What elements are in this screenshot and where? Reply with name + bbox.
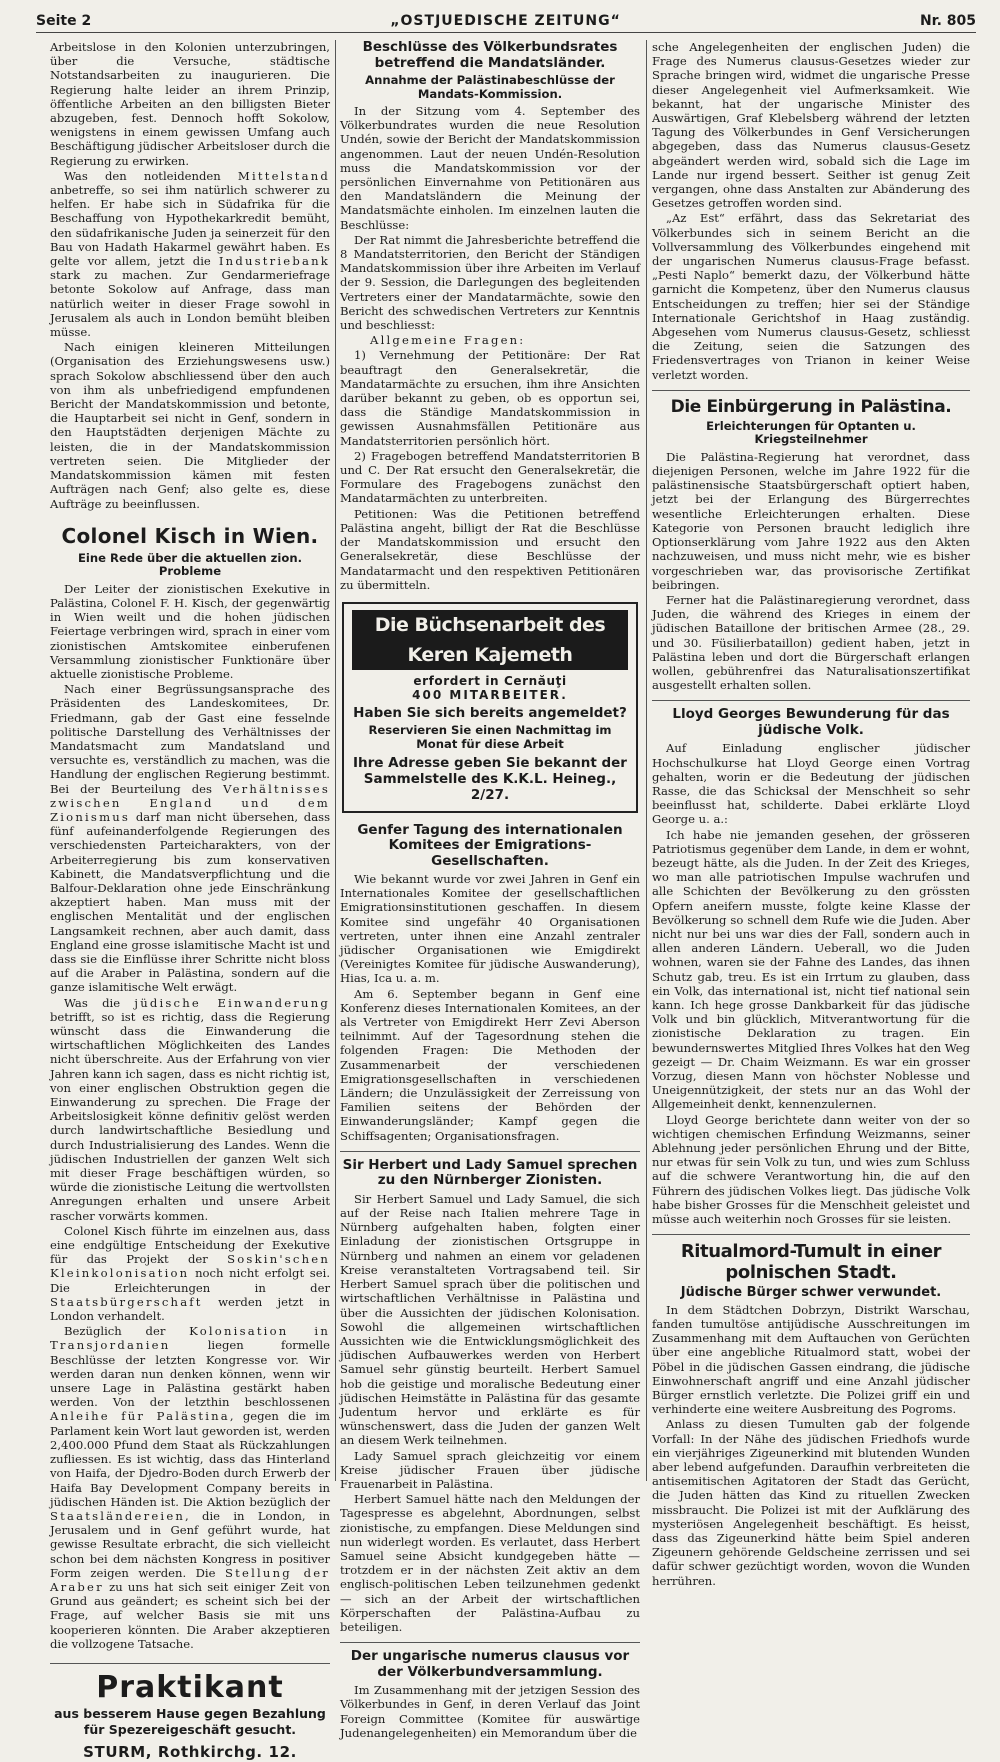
paragraph: Lady Samuel sprach gleichzeitig vor einem Kreise jüdischer Frauen über jüdische Frauenarbeit in Palästina.	[340, 1448, 640, 1491]
paragraph: Ferner hat die Palästinaregierung verordnet, dass Juden, die während des Krieges in einem der jüdischen Bataillone der britischen Armee (28., 29. und 30. Füsilierbataillon) gedient haben, jetzt in Palästina leben und dort die Bürgerschaft erlangen wollen, gebührenfrei das Naturalisationszertifikat ausgestellt erhalten sollen.	[652, 592, 970, 693]
running-head	[36, 10, 976, 33]
paragraph: In dem Städtchen Dobrzyn, Distrikt Warschau, fanden tumultöse antijüdische Ausschreitungen im Zusammenhang mit dem Auftauchen von Gerüchten über eine angebliche Ritualmord statt, wobei der Pöbel in die jüdischen Gassen eindrang, die jüdische Einwohnerschaft angriff und eine Anzahl jüdischer Bürger ernstlich verletzte. Die Polizei griff ein und verhinderte eine weitere Ausbreitung des Pogroms.	[652, 1302, 970, 1417]
paragraph: Nach einigen kleineren Mitteilungen (Organisation des Erziehungswesens usw.) sprach Sokolow abschliessend über den auch von ihm als unbefriedigend empfundenen Bericht der Mandatskommission und betonte, die Hauptarbeit sei nicht in Genf, sondern in den Hauptstädten derjenigen Mächte zu leisten, die in der Mandatskommission vertreten seien. Die Mitglieder der Mandatskommission kämen mit festen Aufträgen nach Genf; also gelte es, diese Aufträge zu beeinflussen.	[50, 340, 330, 511]
newspaper-title: „OSTJUEDISCHE ZEITUNG“	[390, 13, 621, 29]
column-rule-right	[646, 40, 647, 1481]
paragraph: Wie bekannt wurde vor zwei Jahren in Genf ein Internationales Komitee der gesellschaftlichen Emigrationsinstitutionen geschaffen. In diesem Komitee sind ungefähr 40 Organisationen vertreten, unter ihnen eine Anzahl zentraler jüdischer Organisationen wie Emigdirekt (Vereinigtes Komitee für jüdische Auswanderung), Hias, Ica u. a. m.	[340, 872, 640, 986]
column-rule-left	[335, 40, 336, 1481]
paragraph: Herbert Samuel hätte nach den Meldungen der Tagespresse es abgelehnt, Abordnungen, selbst zionistische, zu empfangen. Diese Meldungen sind nun widerlegt worden. Es verlautet, dass Herbert Samuel seine Absicht kundgegeben hätte — trotzdem er in der nächsten Zeit aktiv an dem englisch-politischen Leben teilzunehmen gedenkt — sich an der Arbeit der wirtschaftlichen Körperschaften der Palästina-Aufbau zu beteiligen.	[340, 1492, 640, 1634]
paragraph: Anlass zu diesen Tumulten gab der folgende Vorfall: In der Nähe des jüdischen Friedhofs wurde ein vierjähriges Zigeunerkind mit blutenden Wunden aber lebend aufgefunden. Daraufhin verbreiteten die antisemitischen Agitatoren der Stadt das Gerücht, die Juden hätten das Kind zu rituellen Zwecken missbraucht. Die Polizei ist mit der Aufklärung des mysteriösen Angelegenheit beschäftigt. Es heisst, dass das Zigeunerkind hätte beim Spiel anderen Zigeunern gehörende Geldscheine zerrissen und sei dafür schwer gezüchtigt worden, wovon die Wunden herrühren.	[652, 1417, 970, 1588]
paragraph: Colonel Kisch führte im einzelnen aus, dass eine endgültige Entscheidung der Exekutive für das Projekt der Soskin'schen Kleinkolonisation noch nicht erfolgt sei. Die Erleichterungen in der Staatsbürgerschaft werden jetzt in London verhandelt.	[50, 1223, 330, 1324]
paragraph: Arbeitslose in den Kolonien unterzubringen, über die Versuche, städtische Notstandsarbeiten zu inaugurieren. Die Regierung halte leider an ihrem Prinzip, öffentliche Arbeiten an den billigsten Bieter abzugeben, fest. Dennoch hofft Sokolow, wenigstens in einem gewissen Umfang auch Beschäftigung jüdischer Arbeitsloser durch die Regierung zu erwirken.	[50, 40, 330, 168]
ad-text: aus besserem Hause gegen Bezahlung für Spezereigeschäft gesucht.	[54, 1705, 326, 1737]
section-divider	[652, 700, 970, 701]
paragraph: Was den notleidenden Mittelstand anbetreffe, so sei ihm natürlich schwerer zu helfen. Er habe sich in Südafrika für die Beschaffung von Hypothekarkredit bemüht, den südafrikanische Juden ja seinerzeit für den Bau von Hadath Hakarmel gewährt haben. Es gelte vor allem, jetzt die Industriebank stark zu machen. Zur Gendarmeriefrage betonte Sokolow auf Anfrage, dass man natürlich weiter in dieser Frage sowohl in Jerusalem als auch in London bemüht bleiben müsse.	[50, 168, 330, 340]
section-divider	[652, 1234, 970, 1235]
paragraph: Der Leiter der zionistischen Exekutive in Palästina, Colonel F. H. Kisch, der gegenwärtig in Wien weilt und die hohen jüdischen Feiertage verbringen wird, sprach in einer vom zionistischen Amtskomitee einberufenen Versammlung zionistischer Funktionäre über aktuelle zionistische Probleme.	[50, 581, 330, 681]
paragraph: sche Angelegenheiten der englischen Juden) die Frage des Numerus clausus-Gesetzes wieder zur Sprache bringen wird, widmet die ungarische Presse dieser Angelegenheit viel Aufmerksamkeit. Wie bekannt, hat der ungarische Minister des Auswärtigen, Graf Klebelsberg während der letzten Tagung des Völkerbundes in Genf Versicherungen abgegeben, dass das Numerus clausus-Gesetz abgeändert werden wird, sobald sich die Lage im Lande nur irgend bessert. Seither ist genug Zeit vergangen, ohne dass Anstalten zur Abänderung des Gesetzes getroffen worden sind.	[652, 40, 970, 211]
article-title-numerus-clausus: Der ungarische numerus clausus vor der Völkerbundversammlung.	[350, 1648, 630, 1680]
paragraph: Lloyd George berichtete dann weiter von der so wichtigen chemischen Erfindung Weizmanns, seiner Ablehnung jeder persönlichen Ehrung und der Bitte, nur etwas für sein Volk zu tun, und wies zum Schluss auf die schwere Verantwortung hin, die auf den Führern des jüdischen Volkes liegt. Das jüdische Volk habe bisher Grosses für die Menschheit geleistet und müsse auch weiterhin noch Grosses für sie leisten.	[652, 1112, 970, 1227]
column-middle	[340, 39, 640, 1740]
page-label: Seite 2	[36, 13, 92, 29]
paragraph: „Az Est“ erfährt, dass das Sekretariat des Völkerbundes sich in seinem Bericht an die Vollversammlung des Völkerbundes eingehend mit der ungarischen Numerus clausus-Frage befasst. „Pesti Naplo“ bemerkt dazu, der Völkerbund hätte garnicht die Kompetenz, über den Numerus clausus Entscheidungen zu treffen; hier sei der Ständige Internationale Gerichtshof in Haag zuständig. Abgesehen vom Numerus clausus-Gesetz, schliesst die Zeitung, seien die Satzungen des Friedensvertrages von Trianon in keiner Weise verletzt worden.	[652, 211, 970, 382]
ad-line: Haben Sie sich bereits angemeldet?	[353, 705, 627, 722]
paragraph: Am 6. September begann in Genf eine Konferenz dieses Internationalen Komitees, an der als Vertreter von Emigdirekt Herr Zevi Aberson teilnimmt. Auf der Tagesordnung stehen die folgenden Fragen: Die Methoden der Zusammenarbeit der verschiedenen Emigrationsgesellschaften in verschiedenen Ländern; die Unzulässigkeit der Zerreissung von Familien seitens der Behörden der Einwanderungsländer; Kampf gegen die Schiffsagenten; Organisationsfragen.	[340, 986, 640, 1143]
article-title-lloyd-george: Lloyd Georges Bewunderung für das jüdische Volk.	[672, 706, 950, 738]
paragraph: Die Palästina-Regierung hat verordnet, dass diejenigen Personen, welche im Jahre 1922 für die palästinensische Staatsbürgerschaft optiert haben, jetzt bei der Erlangung des Bürgerrechtes wesentliche Erleichterungen erhalten. Diese Kategorie von Personen braucht lediglich ihre Optionserklärung vom Jahre 1922 aus den Akten nachzuweisen, und muss nicht mehr, wie es bisher vorgeschrieben war, das provisorische Zertifikat beibringen.	[652, 449, 970, 592]
article-subtitle-kisch: Eine Rede über die aktuellen zion. Probleme	[77, 550, 303, 579]
article-subtitle-voelkerbund: Annahme der Palästinabeschlüsse der Mandats-Kommission.	[365, 73, 615, 101]
article-title-kisch: Colonel Kisch in Wien.	[61, 523, 319, 548]
issue-number: Nr. 805	[919, 13, 976, 29]
paragraph: Im Zusammenhang mit der jetzigen Session des Völkerbundes in Genf, in deren Verlauf das Joint Foreign Committee (Komitee für auswärtige Judenangelegenheiten) ein Memorandum über die	[340, 1683, 640, 1740]
ad-signature: STURM, Rothkirchg. 12.	[83, 1742, 297, 1761]
paragraph: Allgemeine Fragen:	[370, 333, 526, 348]
paragraph: Nach einer Begrüssungsansprache des Präsidenten des Landeskomitees, Dr. Friedmann, gab der Gast eine fesselnde politische Darstellung des Verhältnisses der Mandatsmacht zum Mandatsland und versuchte es, verständlich zu machen, was die Handlung der englischen Regierung bestimmt. Bei der Beurteilung des Verhältnisses zwischen England und dem Zionismus darf man nicht übersehen, dass fünf aufeinanderfolgende Regierungen des verschiedensten Parteicharakters, von der Arbeiterregierung bis zum konservativen Kabinett, die Mandatsverpflichtung und die Balfour-Deklaration ohne jede Einschränkung akzeptiert haben. Man muss mit der englischen Mentalität und der englischen Langsamkeit rechnen, aber auch damit, dass England eine grosse islamitische Macht ist und dass sie die Einflüsse ihrer Schritte nicht bloss auf die Araber in Palästina, sondern auf die ganze islamitische Welt erwägt.	[50, 682, 331, 995]
column-right	[652, 40, 970, 1588]
article-subtitle-ritualmord: Jüdische Bürger schwer verwundet.	[680, 1285, 942, 1301]
article-title-voelkerbund: Beschlüsse des Völkerbundsrates betreffend die Mandatsländer.	[362, 39, 618, 71]
article-subtitle-einbuergerung: Erleichterungen für Optanten u. Kriegsteilnehmer	[706, 418, 916, 447]
paragraph: Auf Einladung englischer jüdischer Hochschulkurse hat Lloyd George einen Vortrag gehalten, worin er die Bedeutung der jüdischen Rasse, die das Schicksal der Menschheit so sehr beeinflusst hat, schilderte. Dabei erklärte Lloyd George u. a.:	[652, 741, 970, 827]
column-left	[50, 40, 331, 1761]
paragraph: In der Sitzung vom 4. September des Völkerbundrates wurden die neue Resolution Undén, sowie der Bericht der Mandatskommission angenommen. Laut der neuen Undén-Resolution muss die Mandatskommission vor der persönlichen Einvernahme von Petitionären aus den Mandatsländern die Meinung der Mandatsmächte einholen. Im einzelnen lauten die Beschlüsse:	[340, 104, 640, 232]
paragraph: Petitionen: Was die Petitionen betreffend Palästina angeht, billigt der Rat die Beschlüsse der Mandatskommission und ersucht den Generalsekretär, diese Beschlüsse der Mandatarmacht und den respektiven Petitionären zu übermitteln.	[340, 506, 640, 592]
ad-headline: Die Büchsenarbeit des Keren Kajemeth	[352, 610, 628, 670]
ad-headline: Praktikant	[96, 1669, 284, 1705]
classified-ad-praktikant	[50, 1663, 330, 1762]
section-divider	[652, 390, 970, 391]
paragraph: Ich habe nie jemanden gesehen, der grösseren Patriotismus gegenüber dem Lande, in dem er wohnt, bezeugt hätte, als die Juden. In der Zeit des Krieges, wo man alle patriotischen Impulse wachrufen und alle Schichten der Bevölkerung zu den grössten Opfern aneifern musste, folgte keine Klasse der Bevölkerung so schnell dem Rufe wie die Juden. Aber nicht nur bei uns war dies der Fall, sondern auch in allen anderen Ländern. Ueberall, wo die Juden wohnen, waren sie der Fahne des Landes, das ihnen Schutz gab, treu. Es ist ein Irrtum zu glauben, dass ein Volk, das international ist, nicht tief national sein kann. Ich hege grosse Dankbarkeit für das jüdische Volk und bin glücklich, Mitverantwortung für die zionistische Deklaration zu tragen. Ein bewundernswertes Mitglied Ihres Volkes hat den Weg gezeigt — Dr. Chaim Weizmann. Es war ein grosser Vorzug, diesen Mann von höchster Noblesse und Uneigennützigkeit, der stets nur an das Wohl der Allgemeinheit denkt, kennenzulernen.	[652, 827, 970, 1112]
paragraph: Bezüglich der Kolonisation in Transjordanien liegen formelle Beschlüsse der letzten Kongresse vor. Wir werden daran nun denken können, wenn wir unsere Lage in Palästina gestärkt haben werden. Von der letzthin beschlossenen Anleihe für Palästina, gegen die im Parlament kein Wort laut geworden ist, werden 2,400.000 Pfund dem Staat als Rückzahlungen zufliessen. Es ist wichtig, dass das Hinterland von Haifa, der Djedro-Boden durch Erwerb der Haifa Bay Development Company bereits in jüdischen Händen ist. Die Aktion bezüglich der Staatsländereien, die in London, in Jerusalem und in Genf geführt wurde, hat gewisse Resultate erbracht, die sich vielleicht schon bei dem nächsten Kongress in positiver Form zeigen werden. Die Stellung der Araber zu uns hat sich seit einiger Zeit von Grund aus geändert; es scheint sich bei der Frage, auf welcher Basis sie mit uns kooperieren könnten. Die Araber akzeptieren die vollzogene Tatsache.	[50, 1324, 331, 1651]
article-title-emigration: Genfer Tagung des internationalen Komitees der Emigrations-Gesellschaften.	[357, 821, 623, 869]
keren-kajemeth-ad	[342, 602, 638, 813]
section-divider	[340, 1642, 640, 1643]
paragraph: Der Rat nimmt die Jahresberichte betreffend die 8 Mandatsterritorien, den Bericht der Ständigen Mandatskommission über ihre Arbeiten im Verlauf der 9. Session, die Darlegungen des begleitenden Vertreters einer der Mandatarmächte, sowie den Bericht des schwedischen Vertreters zur Kenntnis und beschliesst:	[340, 232, 640, 333]
ad-line: erfordert in Cernăuţi	[413, 673, 567, 688]
paragraph: 2) Fragebogen betreffend Mandatsterritorien B und C. Der Rat ersucht den Generalsekretär, die Formulare des Fragebogens zunächst den Mandatarmächten zu unterbreiten.	[340, 448, 640, 506]
article-title-samuel: Sir Herbert und Lady Samuel sprechen zu den Nürnberger Zionisten.	[342, 1156, 638, 1189]
ad-line: Ihre Adresse geben Sie bekannt der Sammelstelle des K.K.L. Heineg., 2/27.	[353, 754, 627, 803]
article-title-ritualmord: Ritualmord-Tumult in einer polnischen Stadt.	[680, 1241, 942, 1284]
paragraph: 1) Vernehmung der Petitionäre: Der Rat beauftragt den Generalsekretär, die Mandatarmächte zu ersuchen, ihm ihre Ansichten darüber bekannt zu geben, ob es opportun sei, dass die Ständige Mandatskommission in gewissen Ausnahmsfällen Petitionäre aus Mandatsterritorien persönlich hört.	[340, 348, 640, 448]
paragraph: Sir Herbert Samuel und Lady Samuel, die sich auf der Reise nach Italien mehrere Tage in Nürnberg aufgehalten haben, folgten einer Einladung der zionistischen Ortsgruppe in Nürnberg und nahmen an einem vor geladenen Kreise veranstalteten Vortragsabend teil. Sir Herbert Samuel sprach über die politischen und wirtschaftlichen Verhältnisse in Palästina und über die Aussichten der jüdischen Kolonisation. Sowohl die allgemeinen wirtschaftlichen Aussichten wie die Entwicklungsmöglichkeit des jüdischen Aufbauwerkes werden von Herbert Samuel sehr günstig beurteilt. Herbert Samuel hob die geistige und moralische Bedeutung einer jüdischen Heimstätte in Palästina für das gesamte Judentum hervor und erklärte es für wünschenswert, dass die Juden der ganzen Welt an diesem Werk teilnehmen.	[340, 1191, 640, 1448]
paragraph: Was die jüdische Einwanderung betrifft, so ist es richtig, dass die Regierung wünscht dass die Einwanderung die wirtschaftlichen Möglichkeiten des Landes nicht überschreite. Aus der Erfahrung von vier Jahren kann ich sagen, dass es nicht richtig ist, von einer englischen Obstruktion gegen die Einwanderung zu sprechen. Die Frage der Arbeitslosigkeit könne definitiv gelöst werden durch landwirtschaftliche Besiedlung und durch Industrialisierung des Landes. Wenn die jüdischen Industriellen der ganzen Welt sich mit dieser Frage beschäftigen würden, so würde die zionistische Leitung die wertvollsten Anregungen erhalten und unsere Arbeit rascher vorwärts kommen.	[50, 995, 331, 1223]
section-divider	[340, 1151, 640, 1152]
ad-line: Reservieren Sie einen Nachmittag im Monat für diese Arbeit	[368, 722, 612, 751]
ad-line: 400 MITARBEITER.	[412, 688, 568, 703]
article-title-einbuergerung: Die Einbürgerung in Palästina.	[670, 396, 952, 417]
